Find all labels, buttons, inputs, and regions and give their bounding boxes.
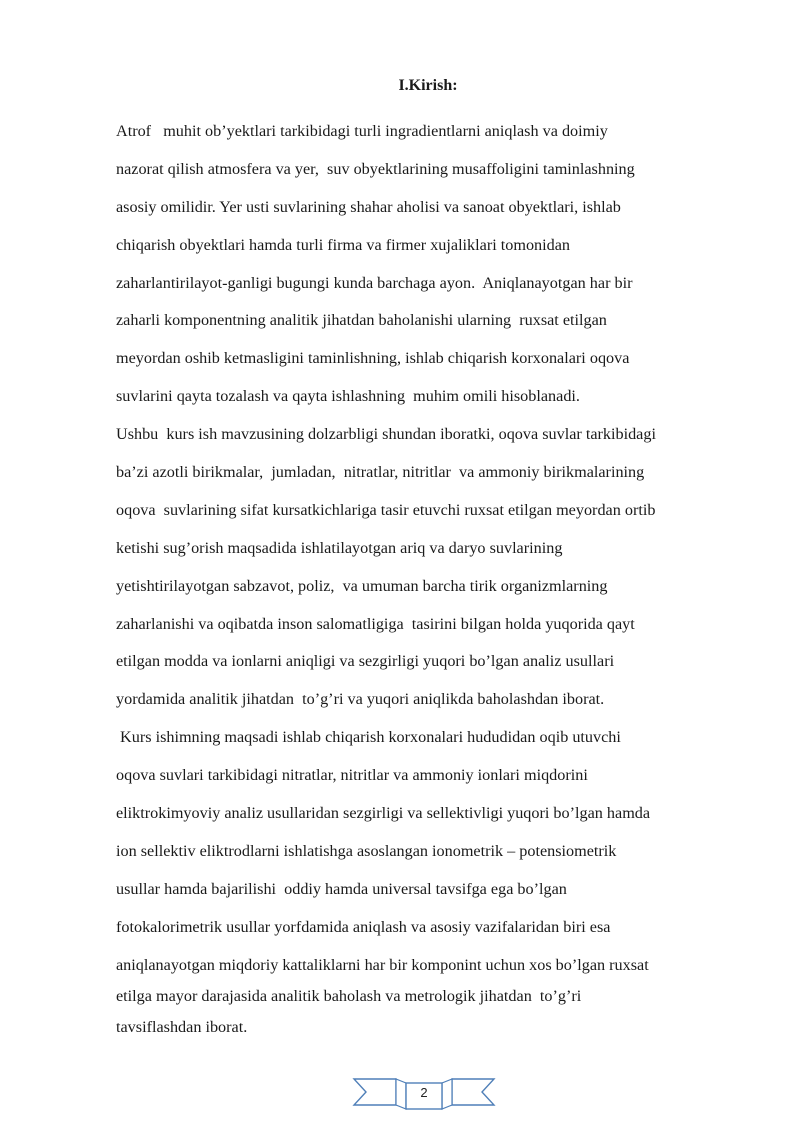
body-text — [116, 113, 756, 1047]
text-line: zaharli komponentning analitik jihatdan baholanishi ularning ruxsat etilgan — [116, 311, 607, 330]
text-line: eliktrokimyoviy analiz usullaridan sezgirligi va sellektivligi yuqori bo’lgan hamda — [116, 804, 651, 823]
text-line: zaharlantirilayot-ganligi bugungi kunda barchaga ayon. Aniqlanayotgan har bir — [116, 273, 633, 292]
text-line: asosiy omilidir. Yer usti suvlarining shahar aholisi va sanoat obyektlari, ishlab — [116, 197, 621, 216]
text-line: ketishi sug’orish maqsadida ishlatilayotgan ariq va daryo suvlarining — [116, 538, 563, 557]
text-line: etilga mayor darajasida analitik baholash va metrologik jihatdan to’g’ri — [116, 987, 582, 1006]
section-heading: I.Kirish: — [398, 77, 458, 94]
text-line: chiqarish obyektlari hamda turli firma va firmer xujaliklari tomonidan — [116, 235, 571, 254]
text-line: fotokalorimetrik usullar yorfdamida aniqlash va asosiy vazifalaridan biri esa — [116, 917, 611, 936]
text-line: tavsiflashdan iborat. — [116, 1018, 248, 1037]
text-line: ion sellektiv eliktrodlarni ishlatishga asoslangan ionometrik – potensiometrik — [116, 841, 617, 860]
text-line: Kurs ishimning maqsadi ishlab chiqarish korxonalari hududidan oqib utuvchi — [116, 728, 621, 747]
text-line: Atrof muhit ob’yektlari tarkibidagi turli ingradientlarni aniqlash va doimiy — [116, 122, 608, 140]
text-line: Ushbu kurs ish mavzusining dolzarbligi shundan iboratki, oqova suvlar tarkibidagi — [116, 425, 656, 444]
text-line: etilgan modda va ionlarni aniqligi va sezgirligi yuqori bo’lgan analiz usullari — [116, 652, 615, 671]
text-line: yetishtirilayotgan sabzavot, poliz, va umuman barcha tirik organizmlarning — [116, 576, 608, 595]
text-line: nazorat qilish atmosfera va yer, suv obyektlarining musaffoligini taminlashning — [116, 159, 635, 178]
text-line: suvlarini qayta tozalash va qayta ishlashning muhim omili hisoblanadi. — [116, 387, 580, 406]
text-line: ba’zi azotli birikmalar, jumladan, nitratlar, nitritlar va ammoniy birikmalarining — [116, 463, 645, 482]
text-line: oqova suvlari tarkibidagi nitratlar, nitritlar va ammoniy ionlari miqdorini — [116, 766, 588, 785]
text-line: zaharlanishi va oqibatda inson salomatligiga tasirini bilgan holda yuqorida qayt — [116, 614, 635, 633]
text-line: yordamida analitik jihatdan to’g’ri va yuqori aniqlikda baholashdan iborat. — [116, 690, 605, 709]
page-number: 2 — [420, 1085, 428, 1100]
text-line: oqova suvlarining sifat kursatkichlariga tasir etuvchi ruxsat etilgan meyordan ortib — [116, 500, 656, 519]
text-line: aniqlanayotgan miqdoriy kattaliklarni har bir komponint uchun xos bo’lgan ruxsat — [116, 955, 649, 974]
text-line: meyordan oshib ketmasligini taminlishning, ishlab chiqarish korxonalari oqova — [116, 349, 630, 368]
text-line: usullar hamda bajarilishi oddiy hamda universal tavsifga ega bo’lgan — [116, 879, 567, 898]
page-footer — [352, 1075, 496, 1111]
